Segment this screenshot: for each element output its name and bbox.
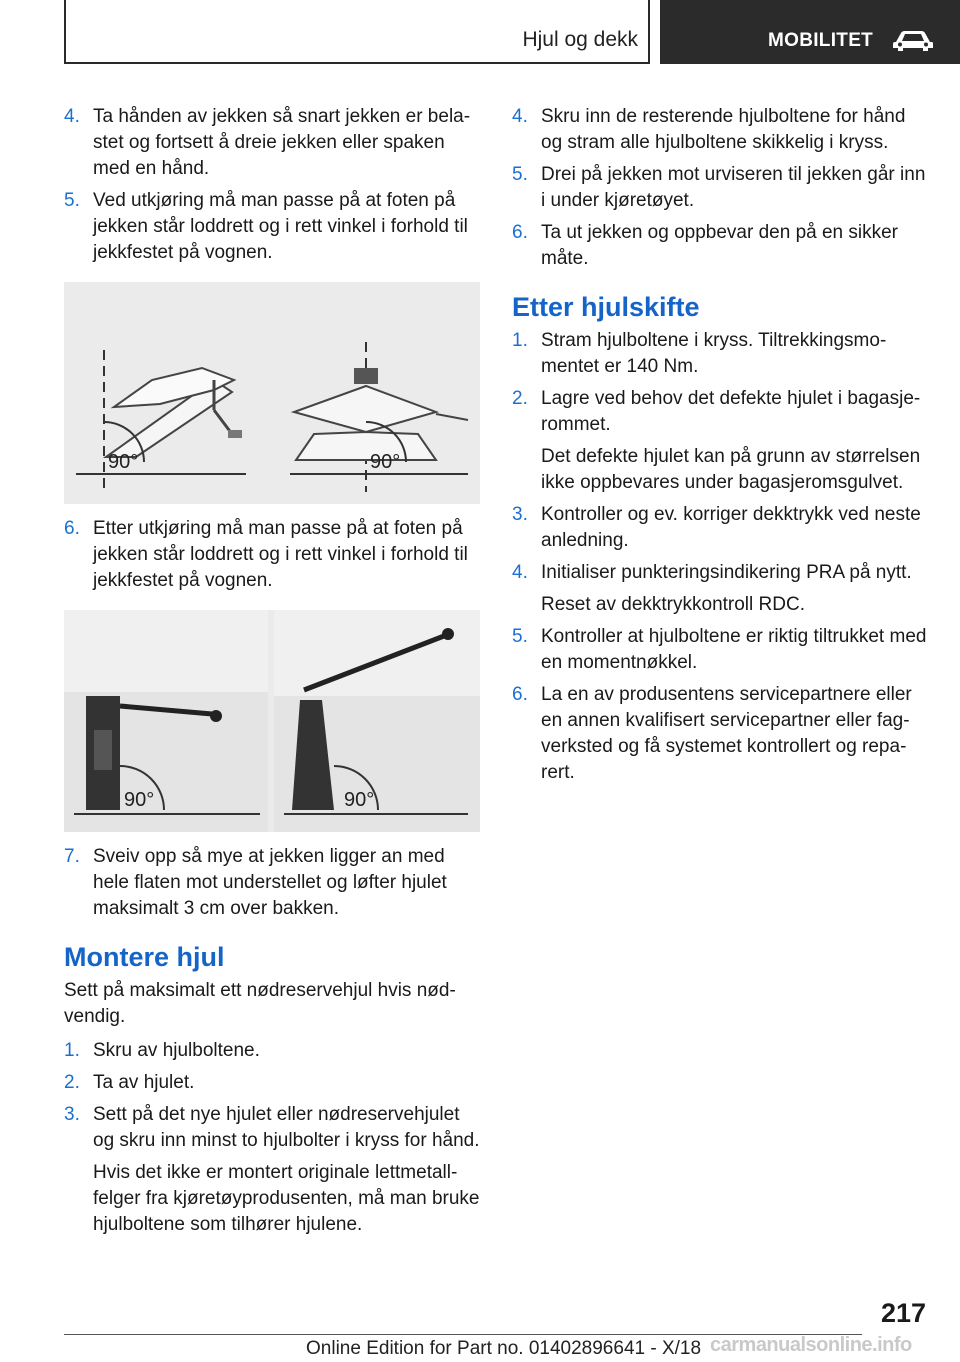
step-1: [512, 328, 928, 380]
intro-text: Sett på maksimalt ett nødreservehjul hvis nødvendig.: [64, 980, 456, 1027]
step-note: Hvis det ikke er montert originale lettmetallfelger fra kjøretøyprodusenten, må man bruke hjulboltene som tilhører hjulene.: [93, 1162, 480, 1235]
step-text: Lagre ved behov det defekte hjulet i bagasjerommet.: [541, 388, 921, 435]
jack-photo-illustration: [64, 610, 480, 832]
step-text: Initialiser punkteringsindikering PRA på nytt.: [541, 562, 912, 583]
step-number: 6.: [512, 222, 528, 243]
step-4: [512, 104, 928, 156]
step-number: 5.: [64, 190, 80, 211]
jack-angle-illustration: [64, 282, 480, 504]
step-text: Drei på jekken mot urviseren til jekken går inn i under kjøretøyet.: [541, 164, 926, 211]
step-number: 1.: [64, 1040, 80, 1061]
step-text: Ta ut jekken og oppbevar den på en sikker måte.: [541, 222, 899, 269]
right-column: [512, 104, 928, 792]
step-number: 5.: [512, 626, 528, 647]
step-text: Skru av hjulboltene.: [93, 1040, 260, 1061]
step-number: 6.: [64, 518, 80, 539]
step-5: [512, 624, 928, 676]
step-text: Skru inn de resterende hjulboltene for hånd og stram alle hjulboltene skikkelig i kryss.: [541, 106, 906, 153]
step-number: 1.: [512, 330, 528, 351]
step-3: [512, 502, 928, 554]
step-number: 4.: [512, 562, 528, 583]
section-heading-etter-hjulskifte: Etter hjulskifte: [512, 292, 700, 322]
step-text: Ta hånden av jekken så snart jekken er belastet og fortsett å dreie jekken eller spaken med en hånd.: [93, 106, 471, 179]
section-heading-montere-hjul: Montere hjul: [64, 942, 225, 972]
jack-diagram: [64, 282, 480, 504]
step-note: Reset av dekktrykkontroll RDC.: [541, 594, 805, 615]
step-text: Ved utkjøring må man passe på at foten på jekken står loddrett og i rett vinkel i forhold til jekkfestet på vognen.: [93, 190, 468, 263]
step-text: Ta av hjulet.: [93, 1072, 195, 1093]
edition-text: Online Edition for Part no. 01402896641 - X/18: [306, 1338, 702, 1359]
brand-watermark: carmanualsonline.info: [710, 1334, 912, 1356]
page-number: 217: [880, 1298, 926, 1328]
angle-label: 90°: [124, 789, 155, 811]
left-column: [64, 104, 480, 1244]
step-6: [64, 516, 480, 594]
step-number: 6.: [512, 684, 528, 705]
step-number: 2.: [512, 388, 528, 409]
step-note: Det defekte hjulet kan på grunn av størrelsen ikke oppbevares under bagasjeromsgulvet.: [541, 446, 921, 493]
jack-photos: [64, 610, 480, 832]
step-text: Sett på det nye hjulet eller nødreservehjulet og skru inn minst to hjulbolter i kryss for hånd.: [93, 1104, 480, 1151]
step-number: 3.: [64, 1104, 80, 1125]
step-text: La en av produsentens servicepartnere eller en annen kvalifisert servicepartner eller fagverksted og få systemet kontrollert og reparert.: [541, 684, 912, 783]
step-2: [512, 386, 928, 438]
angle-label: 90°: [108, 451, 139, 473]
step-4: [64, 104, 480, 182]
step-number: 4.: [64, 106, 80, 127]
step-text: Etter utkjøring må man passe på at foten på jekken står loddrett og i rett vinkel i forhold til jekkfestet på vognen.: [93, 518, 468, 591]
step-6: [512, 220, 928, 272]
step-3: [64, 1102, 480, 1154]
step-7: [64, 844, 480, 922]
step-number: 5.: [512, 164, 528, 185]
chapter-tab-label: MOBILITET: [768, 30, 874, 51]
section-title: Hjul og dekk: [522, 28, 638, 51]
step-text: Kontroller og ev. korriger dekktrykk ved neste anledning.: [541, 504, 921, 551]
step-text: Sveiv opp så mye at jekken ligger an med hele flaten mot understellet og løfter hjulet maksimalt 3 cm over bakken.: [93, 846, 447, 919]
step-6: [512, 682, 928, 786]
step-number: 3.: [512, 504, 528, 525]
angle-label: 90°: [370, 451, 401, 473]
step-4: [512, 560, 928, 586]
chapter-tab[interactable]: [660, 0, 960, 64]
angle-label: 90°: [344, 789, 375, 811]
step-number: 7.: [64, 846, 80, 867]
step-number: 4.: [512, 106, 528, 127]
step-text: Stram hjulboltene i kryss. Tiltrekkingsmomentet er 140 Nm.: [541, 330, 887, 377]
step-2: [64, 1070, 480, 1096]
car-icon: [892, 30, 934, 52]
step-5: [64, 188, 480, 266]
step-1: [64, 1038, 480, 1064]
step-text: Kontroller at hjulboltene er riktig tiltrukket med en momentnøkkel.: [541, 626, 927, 673]
step-5: [512, 162, 928, 214]
step-number: 2.: [64, 1072, 80, 1093]
